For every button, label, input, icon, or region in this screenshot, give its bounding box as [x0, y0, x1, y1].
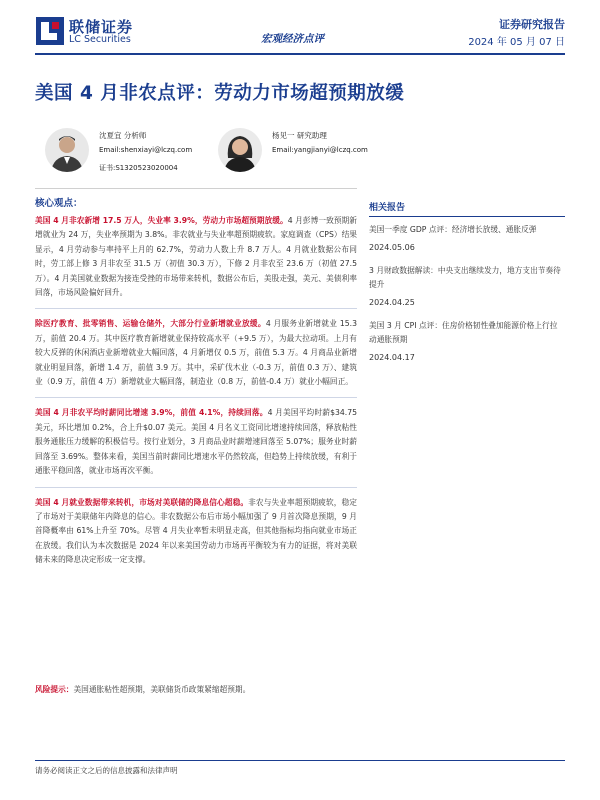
author-name: 杨见一 研究助理	[272, 131, 327, 140]
company-logo	[35, 16, 145, 50]
lc-logo-icon	[35, 16, 65, 46]
key-point-paragraph	[35, 406, 357, 478]
author-photo	[45, 128, 89, 172]
key-point-paragraph	[35, 317, 357, 389]
key-points-section	[35, 195, 357, 576]
report-type: 证券研究报告	[499, 18, 565, 31]
related-report-link[interactable]: 3 月财政数据解读：中央支出继续发力，地方支出节奏待提升	[369, 266, 561, 289]
paragraph-divider	[35, 308, 357, 309]
key-point-highlight: 美国 4 月非农新增 17.5 万人，失业率 3.9%，劳动力市场超预期放缓。	[35, 216, 288, 225]
related-report-link[interactable]: 美国 3 月 CPI 点评：住房价格韧性叠加能源价格上行拉动通胀预期	[369, 321, 558, 344]
report-category: 宏观经济点评	[261, 33, 324, 45]
paragraph-divider	[35, 397, 357, 398]
key-point-highlight: 美国 4 月非农平均时薪同比增速 3.9%，前值 4.1%，持续回落。	[35, 408, 268, 418]
paragraph-divider	[35, 487, 357, 488]
key-point-highlight: 除医疗教育、批零销售、运输仓储外，大部分行业新增就业放缓。	[35, 319, 266, 329]
key-point-body: 4 月彭博一致预期新增就业为 24 万，失业率预期为 3.8%。非农就业与失业率超预期疲软。家庭调查（CPS）结果显示，4 月劳动参与率持平上月的 62.7%，劳动力人数上升 8.7 万人。4 月就业数据公布同时，劳工部上修 3 月非农至 31.5 万（初值 30.3 万），下修 2 月非农至 23.6 万（初值 27.5 万）。4 月美国就业数据为接连受挫的市场带来转机，数据公布后，美股走强，美元、美债利率回落，市场风险偏好回升。	[35, 216, 357, 298]
key-point-highlight: 美国 4 月就业数据带来转机，市场对美联储的降息信心超稳。	[35, 497, 249, 507]
author-email: Email:shenxiayi@lczq.com	[99, 146, 193, 154]
disclaimer-text: 请务必阅读正文之后的信息披露和法律声明	[35, 766, 178, 775]
page-header	[35, 12, 565, 52]
related-report-date: 2024.05.06	[369, 243, 415, 252]
related-report-link[interactable]: 美国一季度 GDP 点评：经济增长放缓、通胀反弹	[369, 225, 537, 234]
author-certificate: 证书:S1320523020004	[99, 164, 178, 172]
author-name: 沈夏宜 分析师	[99, 131, 147, 140]
key-point-paragraph	[35, 214, 357, 300]
key-point-paragraph	[35, 496, 357, 568]
related-reports-title: 相关报告	[369, 200, 565, 217]
author-photo	[218, 128, 262, 172]
related-reports-sidebar	[369, 200, 565, 374]
footer-divider	[35, 760, 565, 761]
section-divider	[35, 188, 357, 189]
key-point-body: 4 月服务业新增就业 15.3 万，前值 20.4 万。其中医疗教育新增就业保持较高水平（+9.5 万），为最大拉动项。上月有较大反弹的休闲酒店业新增就业大幅回落，4 月新增仅 0.5 万，前值 5.3 万。4 月商品业新增就业明显回落，新增 1.4 万，前值 3.9 万。其中，采矿伐木业（-0.3 万，前值 0.3 万）、建筑业（0.9 万，前值 4 万）新增就业大幅回落，制造业（0.8 万，前值-0.4 万）就业小幅回正。	[35, 319, 357, 387]
key-points-title: 核心观点：	[35, 198, 83, 209]
logo-text-en: LC Securities	[69, 34, 131, 45]
related-report-date: 2024.04.25	[369, 298, 415, 307]
key-point-body: 非农与失业率超预期疲软，稳定了市场对于美联储年内降息的信心。非农数据公布后市场小幅加强了 9 月首次降息预期，9 月首降概率由 61%上升至 70%。尽管 4 月失业率暂未明显走高，但其他指标均指向就业市场正在放缓。我们认为本次数据是 2024 年以来美国劳动力市场再平衡较为有力的证据，将对美联储未来的降息决定形成一定支撑。	[35, 497, 357, 565]
risk-text: 美国通胀粘性超预期，美联储货币政策紧缩超预期。	[73, 685, 251, 694]
header-divider	[35, 53, 565, 55]
risk-label: 风险提示：	[35, 685, 74, 694]
related-report-date: 2024.04.17	[369, 353, 415, 362]
key-point-body: 4 月美国平均时薪$34.75 美元，环比增加 0.2%，合上升$0.07 美元。美国 4 月名义工资同比增速持续回落，释放粘性服务通胀压力缓解的积极信号。按行业划分，3 月商品业时薪增速回落至 5.07%；服务业时薪回落至 3.69%。整体来看，美国当前时薪同比增速水平仍然较高，但趋势上持续放缓，有利于通胀平稳回落，就业市场再次平衡。	[35, 408, 358, 476]
author-email: Email:yangjianyi@lczq.com	[272, 146, 368, 154]
author-card	[45, 128, 245, 188]
report-date: 2024 年 05 月 07 日	[468, 37, 565, 48]
risk-warning	[35, 684, 250, 695]
logo-text-cn: 联储证券	[69, 18, 134, 36]
author-card	[218, 128, 418, 188]
report-title: 美国 4 月非农点评：劳动力市场超预期放缓	[35, 83, 405, 104]
